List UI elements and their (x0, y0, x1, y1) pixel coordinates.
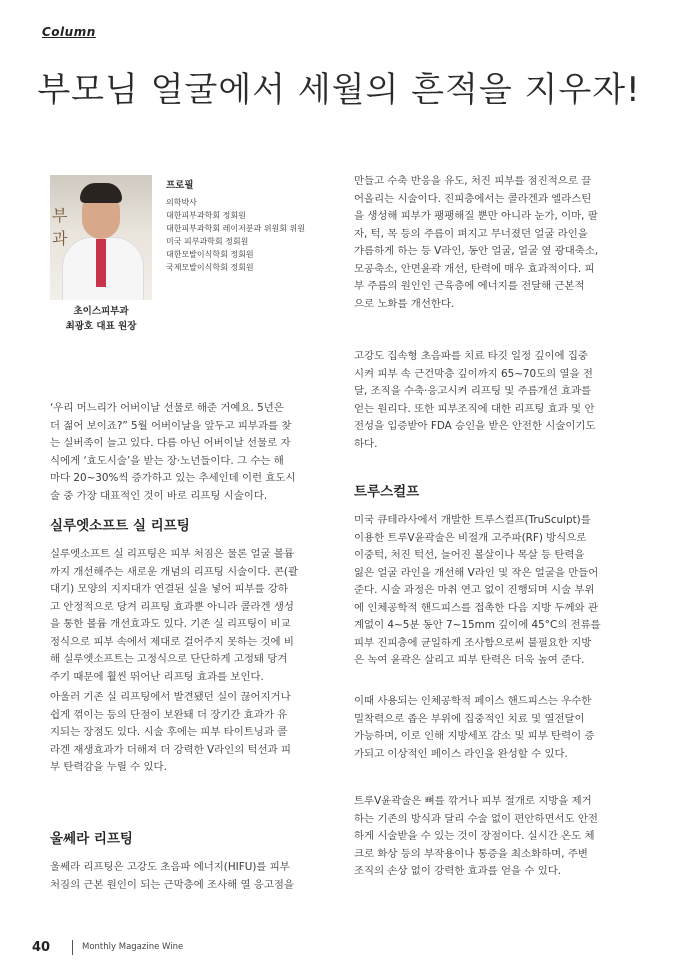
heading-ulthera: 울쎄라 리프팅 (50, 831, 133, 847)
profile-heading: 프로필 (166, 180, 194, 191)
ulthera-paragraph-1-cont: 만들고 수축 반응을 유도, 처진 피부를 점진적으로 끌 어올리는 시술이다. 진피층에서는 콜라겐과 엘라스틴 을 생성해 피부가 팽팽해질 뿐만 아니라 눈가, 이마, 팔 자, 턱, 목 등의 주름이 펴지고 무너졌던 얼굴 라인을 갸름하게 하는 등 V라인, 동안 얼굴, 얼굴 옆 광대축소, 모공축소, 안면윤곽 개선, 탄력에 매우 효과적이다. 피 부 주름의 원인인 근육층에 에너지를 전달해 근본적 으로 노화를 개선한다. (354, 175, 599, 310)
article-title: 부모님 얼굴에서 세월의 흔적을 지우자! (37, 70, 641, 110)
trusculpt-paragraph-1: 미국 큐테라사에서 개발한 트루스컬프(TruSculpt)를 이용한 트루V윤곽술은 비절개 고주파(RF) 방식으로 이중턱, 처진 턱선, 늘어진 볼살이나 목살 등 탄력을 잃은 얼굴 라인을 개선해 V라인 및 작은 얼굴을 만들어 준다. 시술 과정은 마취 연고 없이 진행되며 시술 부위 에 인체공학적 핸드피스를 접촉한 다음 지방 두께와 관 계없이 4~5분 동안 7~15mm 깊이에 45°C의 전류를 피부 진피층에 균일하게 조사함으로써 불필요한 지방 은 녹여 윤곽은 살리고 피부 탄력은 더욱 높여 준다. (354, 514, 601, 666)
author-photo (50, 175, 152, 300)
profile-item: 대한모발이식학회 정회원 (166, 250, 254, 259)
profile-item: 국제모발이식학회 정회원 (166, 263, 254, 272)
clinic-sign: 부과 (52, 206, 68, 248)
footer-divider (72, 940, 73, 955)
ulthera-paragraph-1: 울쎄라 리프팅은 고강도 초음파 에너지(HIFU)를 피부 처짐의 근본 원인이 되는 근막층에 조사해 열 응고점을 (50, 861, 294, 891)
silhouette-paragraph-2: 아울러 기존 실 리프팅에서 발견됐던 실이 끊어지거나 쉽게 꺾이는 등의 단점이 보완돼 더 장기간 효과가 유 지되는 장점도 있다. 시술 후에는 피부 타이트닝과 콜 라겐 재생효과가 더해져 더 강력한 V라인의 턱선과 피 부 탄력감을 누릴 수 있다. (50, 691, 292, 773)
heading-trusculpt: 트루스컬프 (354, 484, 420, 500)
magazine-name: Monthly Magazine Wine (82, 942, 184, 952)
heading-silhouette: 실루엣소프트 실 리프팅 (50, 518, 190, 534)
profile-item: 대한피부과학회 정회원 (166, 211, 246, 220)
profile-list (166, 196, 305, 274)
author-name: 최광호 대표 원장 (65, 321, 137, 332)
profile-item: 미국 피부과학회 정회원 (166, 237, 249, 246)
author-caption (50, 304, 152, 334)
intro-paragraph: ‘우리 머느리가 어버이날 선물로 해준 거예요. 5년은 더 젊어 보이죠?” 5월 어버이날을 앞두고 피부과를 찾 는 실버족이 늘고 있다. 다름 아닌 어버이날 선물로 자 식에게 ‘효도시술’을 받는 장·노년들이다. 그 수는 해 마다 20~30%씩 증가하고 있는 추세인데 이런 효도시 술 중 가장 대표적인 것이 바로 리프팅 시술이다. (50, 402, 296, 502)
ulthera-paragraph-2: 고강도 집속형 초음파를 치료 타깃 일정 깊이에 집중 시켜 피부 속 근건막층 깊이까지 65~70도의 열을 전 달, 조직을 수축·응고시켜 리프팅 및 주름개선 효과를 얻는 원리다. 또한 피부조직에 대한 리프팅 효과 및 안 전성을 입증받아 FDA 승인을 받은 안전한 시술이기도 하다. (354, 350, 596, 450)
silhouette-paragraph-1: 실루엣소프트 실 리프팅은 피부 처짐은 물론 얼굴 볼륨 까지 개선해주는 새로운 개념의 리프팅 시술이다. 콘(괄 대기) 모양의 지지대가 연결된 실을 넣어 피부를 강하 고 안정적으로 당겨 리프팅 효과뿐 아니라 콜라겐 생성 을 통한 볼륨 개선효과도 있다. 기존 실 리프팅이 비교 정식으로 피부 속에서 제대로 걸어주지 못하는 것에 비 해 실루엣소프트는 고정식으로 단단하게 고정돼 당겨 주기 때문에 훨씬 뛰어난 리프팅 효과를 보인다. (50, 548, 298, 683)
profile-item: 의학박사 (166, 198, 197, 207)
trusculpt-paragraph-2: 이때 사용되는 인체공학적 페이스 핸드피스는 우수한 밀착력으로 좁은 부위에 집중적인 치료 및 열전달이 가능하며, 이로 인해 지방세포 감소 및 피부 탄력이 증 가되고 이상적인 페이스 라인을 완성할 수 있다. (354, 695, 595, 760)
trusculpt-paragraph-3: 트루V윤곽술은 뼈를 깎거나 피부 절개로 지방을 제거 하는 기존의 방식과 달리 수술 없이 편안하면서도 안전 하게 시술받을 수 있는 것이 장점이다. 실시간 온도 체 크로 화상 등의 부작용이나 통증을 최소화하며, 주변 조직의 손상 없이 강력한 효과를 얻을 수 있다. (354, 795, 598, 877)
profile-item: 대한피부과학회 레이저분과 위원회 위원 (166, 224, 306, 233)
page-number: 40 (32, 940, 51, 955)
section-label-column: Column (42, 25, 96, 39)
clinic-name: 초이스피부과 (73, 306, 129, 317)
